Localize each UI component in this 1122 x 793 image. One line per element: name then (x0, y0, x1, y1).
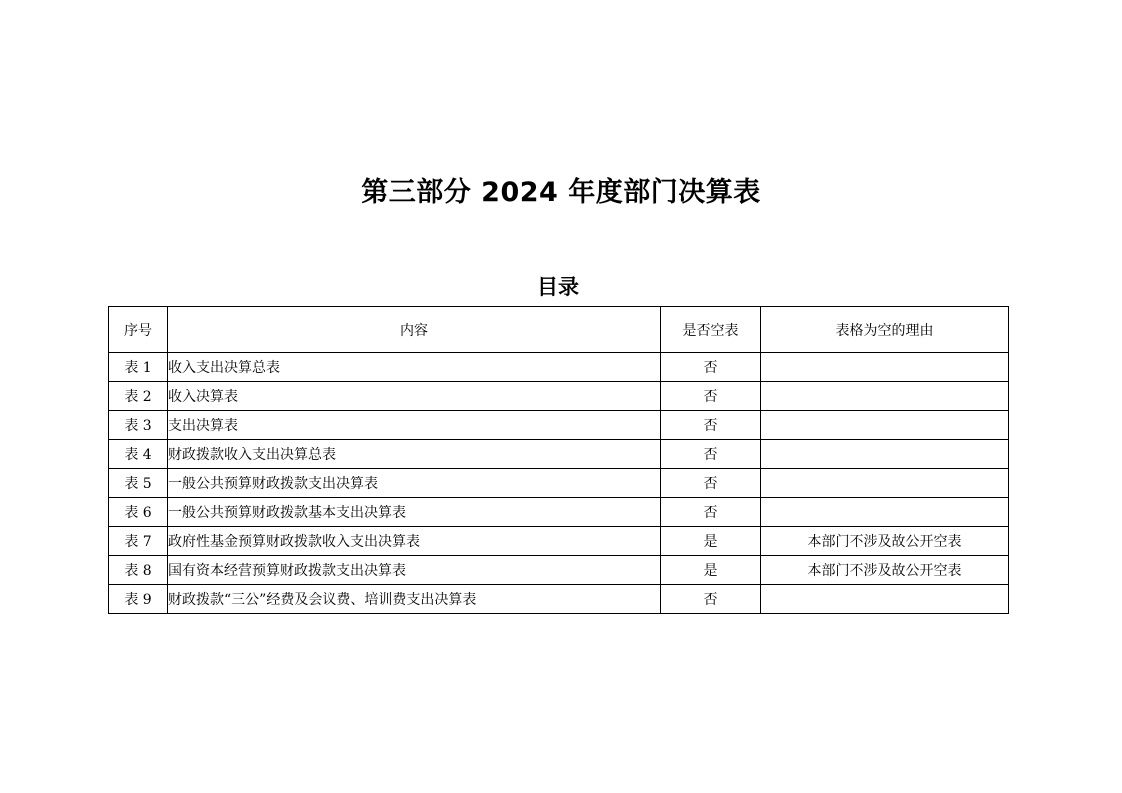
cell-no: 表 6 (109, 498, 168, 527)
cell-is-empty: 否 (661, 411, 761, 440)
cell-content: 财政拨款“三公”经费及会议费、培训费支出决算表 (168, 585, 661, 614)
table-row (109, 440, 1009, 469)
table-row (109, 527, 1009, 556)
cell-content: 支出决算表 (168, 411, 661, 440)
cell-content: 政府性基金预算财政拨款收入支出决算表 (168, 527, 661, 556)
cell-reason (761, 440, 1009, 469)
cell-reason (761, 353, 1009, 382)
cell-content: 收入支出决算总表 (168, 353, 661, 382)
cell-content: 收入决算表 (168, 382, 661, 411)
table-row (109, 469, 1009, 498)
header-no: 序号 (109, 307, 168, 353)
cell-reason (761, 411, 1009, 440)
toc-table (108, 306, 1009, 614)
cell-no: 表 5 (109, 469, 168, 498)
cell-is-empty: 否 (661, 498, 761, 527)
page-title: 第三部分 2024 年度部门决算表 (361, 177, 761, 208)
cell-is-empty: 是 (661, 556, 761, 585)
cell-reason (761, 498, 1009, 527)
table-row (109, 556, 1009, 585)
cell-no: 表 9 (109, 585, 168, 614)
cell-reason: 本部门不涉及故公开空表 (761, 556, 1009, 585)
table-row (109, 498, 1009, 527)
table-row (109, 411, 1009, 440)
cell-content: 一般公共预算财政拨款基本支出决算表 (168, 498, 661, 527)
cell-is-empty: 否 (661, 382, 761, 411)
header-is-empty: 是否空表 (661, 307, 761, 353)
cell-no: 表 2 (109, 382, 168, 411)
table-header-row (109, 307, 1009, 353)
cell-no: 表 1 (109, 353, 168, 382)
cell-content: 一般公共预算财政拨款支出决算表 (168, 469, 661, 498)
cell-reason (761, 585, 1009, 614)
cell-no: 表 4 (109, 440, 168, 469)
table-row (109, 353, 1009, 382)
cell-no: 表 3 (109, 411, 168, 440)
cell-is-empty: 是 (661, 527, 761, 556)
cell-is-empty: 否 (661, 440, 761, 469)
cell-content: 财政拨款收入支出决算总表 (168, 440, 661, 469)
cell-is-empty: 否 (661, 585, 761, 614)
cell-content: 国有资本经营预算财政拨款支出决算表 (168, 556, 661, 585)
cell-is-empty: 否 (661, 353, 761, 382)
cell-no: 表 7 (109, 527, 168, 556)
cell-reason (761, 469, 1009, 498)
cell-reason: 本部门不涉及故公开空表 (761, 527, 1009, 556)
cell-reason (761, 382, 1009, 411)
table-row (109, 585, 1009, 614)
toc-heading: 目录 (537, 275, 579, 299)
header-content: 内容 (168, 307, 661, 353)
cell-is-empty: 否 (661, 469, 761, 498)
table-row (109, 382, 1009, 411)
header-reason: 表格为空的理由 (761, 307, 1009, 353)
cell-no: 表 8 (109, 556, 168, 585)
